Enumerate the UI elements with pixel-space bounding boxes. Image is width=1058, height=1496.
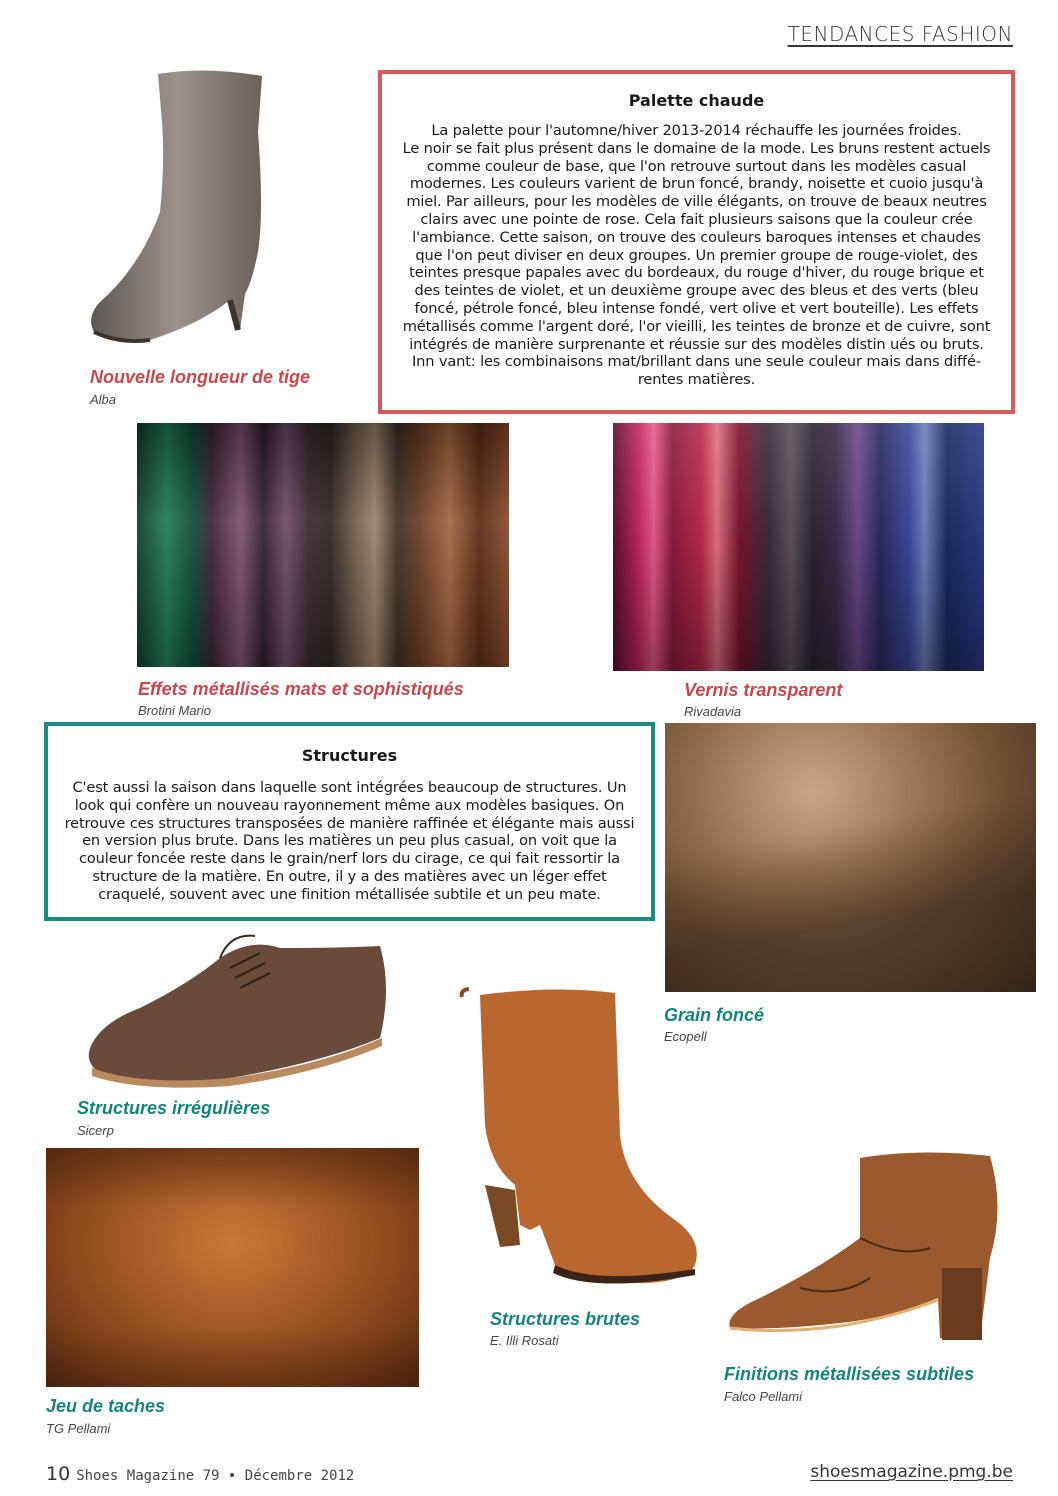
ankle-boot-photo bbox=[720, 1148, 1020, 1348]
text-line: l'ambiance. Cette saison, on trouve des couleurs baroques intenses et chaudes bbox=[412, 228, 981, 246]
metallic-leather-photo bbox=[137, 423, 509, 667]
caption-metallic-title: Effets métallisés mats et sophistiqués bbox=[138, 679, 464, 699]
oxford-shoe-photo bbox=[80, 928, 395, 1088]
text-line: La palette pour l'automne/hiver 2013-2014 réchauffe les journées froides. bbox=[431, 122, 962, 139]
structures-title: Structures bbox=[301, 746, 398, 765]
caption-boot-title: Nouvelle longueur de tige bbox=[90, 367, 311, 387]
text-line: clairs avec une pointe de rose. Cela fait plusieurs saisons que la couleur crée bbox=[420, 210, 973, 228]
text-line: retrouve ces structures transposées de manière raffinée et élégante mais aussi bbox=[64, 814, 635, 832]
structures-box bbox=[44, 722, 655, 921]
caption-finitions-title: Finitions métallisées subtiles bbox=[724, 1364, 975, 1384]
brown-boot-photo bbox=[455, 985, 715, 1295]
structures-text bbox=[48, 779, 651, 904]
taches-leather-photo bbox=[46, 1148, 419, 1387]
website-link[interactable]: shoesmagazine.pmg.be bbox=[810, 1462, 1013, 1482]
text-line: modernes. Les couleurs varient de brun foncé, brandy, noisette et cuoio jusqu'à bbox=[409, 175, 984, 193]
text-line: que l'on peut diviser en deux groupes. Un premier groupe de rouge-violet, des bbox=[415, 246, 978, 264]
caption-brutes-credit: E. Illi Rosati bbox=[490, 1333, 559, 1348]
text-line: craquelé, souvent avec une finition métallisée subtile et un peu mate. bbox=[98, 885, 601, 903]
text-line: miel. Par ailleurs, pour les modèles de ville élégants, on trouve de beaux neutres bbox=[406, 193, 987, 211]
footer-issue bbox=[46, 1463, 354, 1485]
text-line: intégrés de manière surprenante et réussie sur des modèles distin ués ou bruts. bbox=[409, 335, 984, 353]
text-line: look qui confère un nouveau rayonnement même aux modèles basiques. On bbox=[74, 796, 625, 814]
caption-taches-credit: TG Pellami bbox=[46, 1421, 111, 1436]
section-header: TENDANCES FASHION bbox=[787, 22, 1013, 46]
caption-grain-credit: Ecopell bbox=[664, 1029, 707, 1044]
text-line: C'est aussi la saison dans laquelle sont intégrées beaucoup de structures. Un bbox=[72, 779, 627, 796]
caption-brutes-title: Structures brutes bbox=[490, 1309, 641, 1329]
boot-photo-grey bbox=[80, 62, 280, 352]
caption-vernis-credit: Rivadavia bbox=[684, 704, 742, 719]
grain-fonce-photo bbox=[665, 723, 1036, 992]
text-line: Le noir se fait plus présent dans le domaine de la mode. Les bruns restent actuels bbox=[402, 139, 991, 157]
text-line: des teintes de violet, et un deuxième groupe avec des bleus et des verts (bleu bbox=[414, 282, 979, 300]
caption-irregular-title: Structures irrégulières bbox=[77, 1098, 271, 1118]
palette-chaude-title: Palette chaude bbox=[628, 91, 765, 110]
text-line: teintes presque papales avec du bordeaux, du rouge d'hiver, du rouge brique et bbox=[409, 264, 984, 282]
text-line: rentes matières. bbox=[637, 371, 756, 389]
vernis-leather-photo bbox=[613, 423, 984, 671]
caption-finitions-credit: Falco Pellami bbox=[724, 1389, 803, 1404]
text-line: couleur foncée reste dans le grain/nerf lors du cirage, ce qui fait ressortir la bbox=[79, 850, 620, 868]
caption-irregular-credit: Sicerp bbox=[77, 1123, 114, 1138]
text-line: foncé, pétrole foncé, bleu intense fondé, vert olive et vert bouteille). Les effets bbox=[414, 299, 979, 317]
caption-boot-credit: Alba bbox=[90, 392, 117, 407]
caption-vernis-title: Vernis transparent bbox=[684, 680, 843, 700]
page-number: 10 bbox=[46, 1463, 71, 1485]
palette-chaude-text bbox=[382, 122, 1011, 389]
text-line: comme couleur de base, que l'on retrouve surtout dans les modèles casual bbox=[426, 157, 967, 175]
caption-taches-title: Jeu de taches bbox=[46, 1396, 166, 1416]
issue-text: Shoes Magazine 79 • Décembre 2012 bbox=[76, 1468, 355, 1484]
caption-grain-title: Grain foncé bbox=[664, 1005, 765, 1025]
caption-metallic-credit: Brotini Mario bbox=[138, 703, 211, 718]
palette-chaude-box bbox=[378, 70, 1015, 414]
text-line: structure de la matière. En outre, il y a des matières avec un léger effet bbox=[92, 867, 607, 885]
text-line: métallisés comme l'argent doré, l'or vieilli, les teintes de bronze et de cuivre, sont bbox=[402, 317, 991, 335]
text-line: en version plus brute. Dans les matières un peu plus casual, on voit que la bbox=[82, 832, 617, 850]
text-line: Inn vant: les combinaisons mat/brillant dans une seule couleur mais dans diffé- bbox=[412, 353, 981, 371]
